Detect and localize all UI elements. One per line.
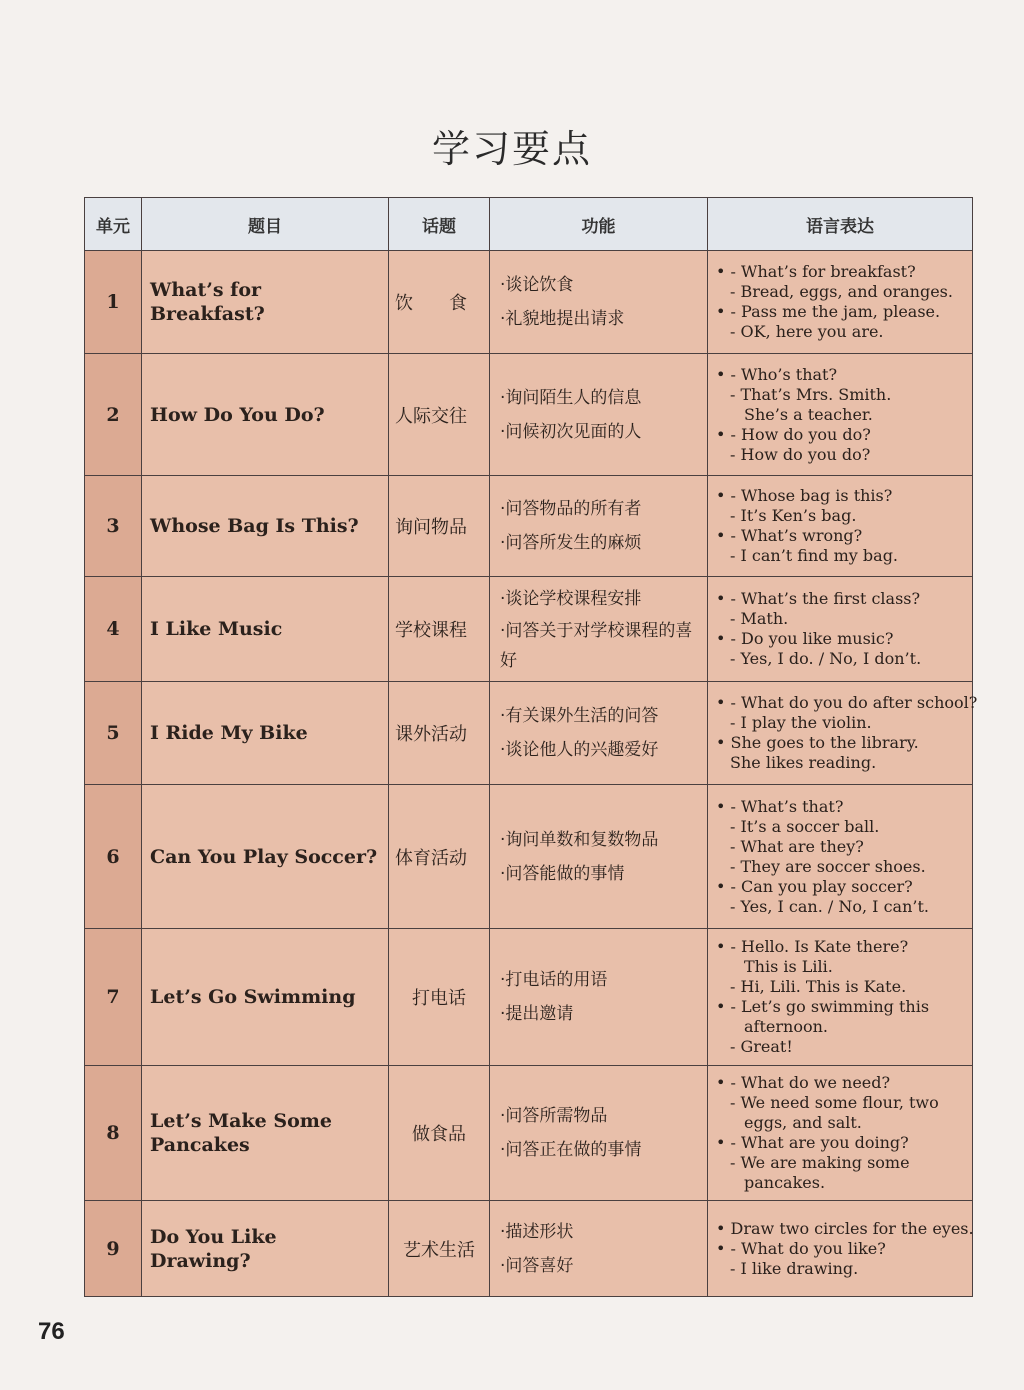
table-row (85, 1201, 973, 1297)
learning-points-table (84, 197, 978, 1297)
unit-expressions (708, 476, 973, 577)
function-item: ·有关课外生活的问答 (500, 706, 659, 726)
table-row (85, 682, 973, 785)
expression-line: - Hi, Lili. This is Kate. (730, 977, 907, 996)
unit-expressions (708, 354, 973, 476)
unit-number: 3 (85, 476, 142, 577)
function-item: ·礼貌地提出请求 (500, 309, 625, 329)
function-item: ·谈论学校课程安排 (500, 589, 642, 609)
header-title: 题目 (142, 198, 389, 251)
expression-line: • - Do you like music? (716, 629, 894, 648)
function-item: ·谈论他人的兴趣爱好 (500, 740, 659, 760)
unit-topic: 艺术生活 (389, 1201, 490, 1297)
expression-line: - I like drawing. (730, 1258, 859, 1278)
table-row (85, 1066, 973, 1201)
table-row (85, 476, 973, 577)
unit-expressions (708, 785, 973, 929)
unit-number: 9 (85, 1201, 142, 1297)
function-item: ·问答喜好 (500, 1255, 574, 1276)
expression-line: - That’s Mrs. Smith. (730, 384, 892, 404)
expression-line: • - What’s for breakfast? (716, 262, 916, 281)
unit-functions (490, 929, 708, 1066)
expression-line: - I can’t find my bag. (730, 546, 899, 565)
unit-expressions (708, 251, 973, 354)
function-item: ·问答关于对学校课程的喜好 (500, 621, 693, 671)
expression-line: • - What’s wrong? (716, 526, 863, 545)
unit-functions (490, 476, 708, 577)
function-item: ·询问陌生人的信息 (500, 387, 642, 408)
table-body (85, 251, 978, 1297)
function-item: ·打电话的用语 (500, 970, 608, 990)
expression-line: • - What are you doing? (716, 1133, 909, 1152)
table-row (85, 929, 973, 1066)
unit-functions (490, 354, 708, 476)
unit-topic: 体育活动 (389, 785, 490, 929)
header-topic: 话题 (389, 198, 490, 251)
expression-line: afternoon. (744, 1017, 828, 1036)
unit-expressions (708, 929, 973, 1066)
expression-line: - What are they? (730, 836, 864, 856)
unit-number: 4 (85, 577, 142, 682)
function-item: ·问答正在做的事情 (500, 1140, 642, 1160)
expression-line: • - Hello. Is Kate there? (716, 937, 909, 956)
function-item: ·谈论饮食 (500, 275, 574, 295)
unit-title: Let’s Go Swimming (142, 929, 389, 1066)
table-row (85, 251, 973, 354)
expression-line: • - Pass me the jam, please. (716, 302, 941, 321)
unit-number: 1 (85, 251, 142, 354)
expression-line: - Great! (730, 1037, 793, 1056)
expression-line: • - Whose bag is this? (716, 486, 893, 505)
unit-functions (490, 251, 708, 354)
expression-line: - OK, here you are. (730, 322, 884, 341)
expression-line: - We are making some (730, 1153, 910, 1172)
header-unit: 单元 (85, 198, 142, 251)
expression-line: eggs, and salt. (744, 1113, 862, 1132)
unit-functions (490, 1066, 708, 1201)
expression-line: • Draw two circles for the eyes. (716, 1218, 974, 1238)
expression-line: - It’s a soccer ball. (730, 816, 880, 836)
unit-topic: 打电话 (389, 929, 490, 1066)
page-number: 76 (38, 1318, 65, 1345)
page-title: 学习要点 (431, 127, 592, 171)
unit-functions (490, 1201, 708, 1297)
unit-title: Whose Bag Is This? (142, 476, 389, 577)
unit-topic: 人际交往 (389, 354, 490, 476)
function-item: ·询问单数和复数物品 (500, 829, 659, 850)
expression-line: - They are soccer shoes. (730, 856, 926, 876)
unit-title: Do You Like Drawing? (142, 1201, 389, 1297)
unit-expressions (708, 577, 973, 682)
function-item: ·问答能做的事情 (500, 863, 625, 884)
expression-line: • She goes to the library. (716, 733, 919, 752)
expression-line: • - What do we need? (716, 1073, 891, 1092)
expression-line: - Yes, I can. / No, I can’t. (730, 896, 929, 916)
expression-line: This is Lili. (744, 957, 833, 976)
function-item: ·问答所需物品 (500, 1106, 608, 1126)
expression-line: • - What’s that? (716, 796, 844, 816)
expression-line: - It’s Ken’s bag. (730, 506, 857, 525)
table-row (85, 354, 973, 476)
expression-line: • - Can you play soccer? (716, 876, 913, 896)
unit-number: 5 (85, 682, 142, 785)
unit-title: How Do You Do? (142, 354, 389, 476)
unit-functions (490, 682, 708, 785)
expression-line: - How do you do? (730, 444, 871, 464)
unit-title: I Ride My Bike (142, 682, 389, 785)
function-item: ·问答物品的所有者 (500, 499, 642, 519)
unit-topic: 做食品 (389, 1066, 490, 1201)
unit-number: 2 (85, 354, 142, 476)
expression-line: • - What do you like? (716, 1238, 886, 1258)
table-row (85, 577, 973, 682)
unit-number: 8 (85, 1066, 142, 1201)
expression-line: - Math. (730, 609, 789, 628)
unit-expressions (708, 682, 978, 785)
unit-number: 7 (85, 929, 142, 1066)
unit-expressions (708, 1066, 973, 1201)
unit-topic: 学校课程 (389, 577, 490, 682)
function-item: ·问候初次见面的人 (500, 421, 642, 442)
table-header-row (85, 198, 973, 251)
expression-line: pancakes. (744, 1173, 826, 1192)
unit-topic: 询问物品 (389, 476, 490, 577)
unit-topic: 饮 食 (389, 251, 490, 354)
expression-line: • - Let’s go swimming this (716, 997, 930, 1016)
function-item: ·提出邀请 (500, 1004, 574, 1024)
unit-title: Can You Play Soccer? (142, 785, 389, 929)
expression-line: • - What do you do after school? (716, 693, 978, 712)
expression-line: She’s a teacher. (744, 404, 873, 424)
unit-title: I Like Music (142, 577, 389, 682)
expression-line: • - Who’s that? (716, 364, 838, 384)
unit-title: What’s for Breakfast? (142, 251, 389, 354)
unit-functions (490, 785, 708, 929)
header-function: 功能 (490, 198, 708, 251)
unit-expressions (708, 1201, 973, 1297)
expression-line: - Yes, I do. / No, I don’t. (730, 649, 922, 668)
header-expressions: 语言表达 (708, 198, 973, 251)
expression-line: She likes reading. (730, 753, 877, 772)
expression-line: - We need some flour, two (730, 1093, 939, 1112)
unit-functions (490, 577, 708, 682)
expression-line: • - How do you do? (716, 424, 871, 444)
expression-line: • - What’s the first class? (716, 589, 921, 608)
expression-line: - I play the violin. (730, 713, 872, 732)
unit-title: Let’s Make Some Pancakes (142, 1066, 389, 1201)
function-item: ·问答所发生的麻烦 (500, 533, 642, 553)
unit-number: 6 (85, 785, 142, 929)
table-row (85, 785, 973, 929)
unit-topic: 课外活动 (389, 682, 490, 785)
function-item: ·描述形状 (500, 1221, 574, 1242)
expression-line: - Bread, eggs, and oranges. (730, 282, 953, 301)
